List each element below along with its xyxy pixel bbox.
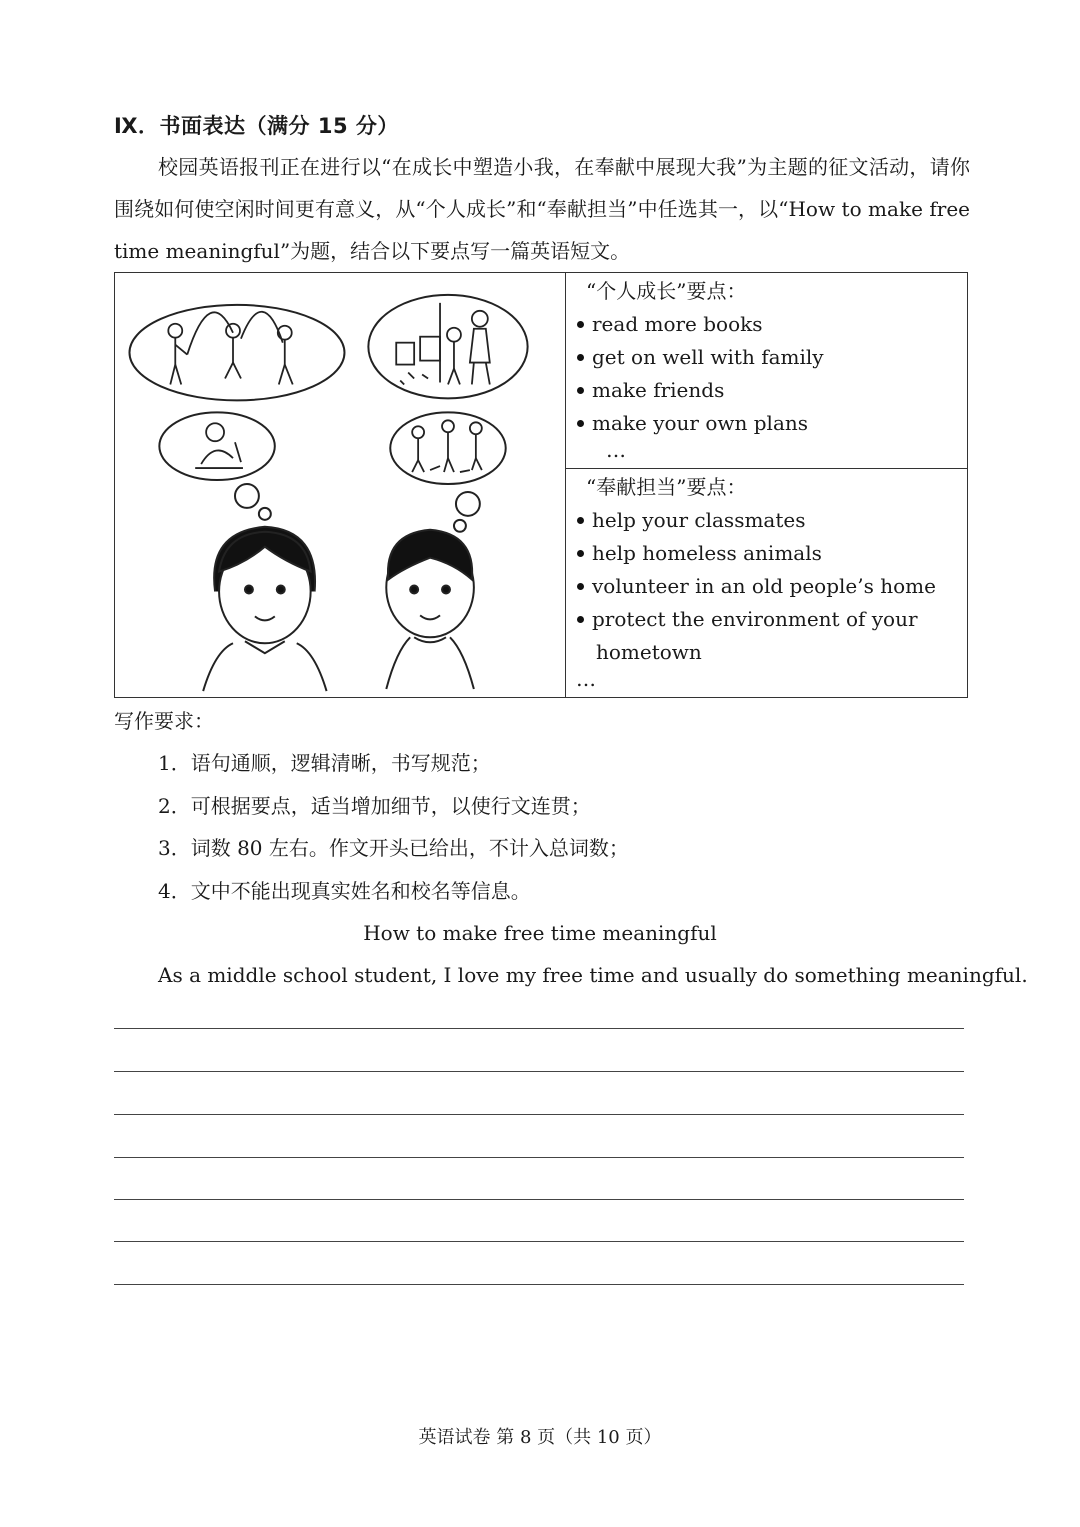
section-title: Ⅸ．书面表达（满分 15 分） bbox=[114, 114, 399, 138]
list-item: protect the environment of your bbox=[576, 603, 967, 636]
writing-line[interactable] bbox=[114, 1157, 964, 1158]
task-instructions: 校园英语报刊正在进行以“在成长中塑造小我，在奉献中展现大我”为主题的征文活动，请你围绕如何使空闲时间更有意义，从“个人成长”和“奉献担当”中任选其一，以“How to make free time meaningful”为题，结合以下要点写一篇英语短文。 bbox=[114, 155, 970, 263]
list-item: get on well with family bbox=[576, 341, 967, 374]
task-table bbox=[114, 272, 968, 698]
ellipsis-text: … bbox=[606, 438, 626, 462]
thought-bubble-reading bbox=[159, 412, 274, 480]
bubble-dot bbox=[456, 492, 480, 516]
contribution-heading: “奉献担当”要点： bbox=[586, 475, 747, 499]
requirement-item: 1．语句通顺，逻辑清晰，书写规范； bbox=[158, 751, 491, 775]
personal-growth-heading: “个人成长”要点： bbox=[586, 279, 747, 303]
writing-line[interactable] bbox=[114, 1241, 964, 1242]
illustration bbox=[115, 273, 565, 697]
list-item: help your classmates bbox=[576, 504, 967, 537]
writing-line[interactable] bbox=[114, 1199, 964, 1200]
bubble-dot bbox=[454, 520, 466, 532]
ellipsis-text: … bbox=[576, 667, 596, 691]
reading-girl-icon bbox=[195, 423, 243, 468]
writing-line[interactable] bbox=[114, 1284, 964, 1285]
writing-line[interactable] bbox=[114, 1028, 964, 1029]
requirement-item: 3．词数 80 左右。作文开头已给出，不计入总词数； bbox=[158, 836, 629, 860]
requirement-item: 4．文中不能出现真实姓名和校名等信息。 bbox=[158, 878, 531, 903]
writing-line[interactable] bbox=[114, 1071, 964, 1072]
list-item-continuation: hometown bbox=[596, 640, 702, 664]
bubble-dot bbox=[235, 484, 259, 508]
contribution-points bbox=[566, 469, 967, 697]
essay-opening: As a middle school student, I love my free time and usually do something meaningful. bbox=[158, 963, 1028, 987]
list-item: make your own plans bbox=[576, 407, 967, 440]
thought-bubble-jump-rope bbox=[129, 305, 344, 401]
contribution-list bbox=[576, 504, 967, 636]
requirement-item: 2．可根据要点，适当增加细节，以使行文连贯； bbox=[158, 793, 591, 818]
requirements-title: 写作要求： bbox=[114, 709, 214, 733]
jump-rope-kids-icon bbox=[168, 312, 292, 385]
page-footer: 英语试卷 第 8 页（共 10 页） bbox=[418, 1427, 662, 1448]
requirements-list bbox=[158, 742, 629, 912]
list-item: make friends bbox=[576, 374, 967, 407]
visit-old-people-icon bbox=[396, 303, 490, 385]
cleaning-kids-icon bbox=[412, 420, 482, 472]
personal-growth-list bbox=[576, 308, 967, 440]
writing-line[interactable] bbox=[114, 1114, 964, 1115]
illustration-cell bbox=[115, 273, 566, 697]
list-item: volunteer in an old people’s home bbox=[576, 570, 967, 603]
list-item: read more books bbox=[576, 308, 967, 341]
personal-growth-points bbox=[566, 273, 967, 469]
girl-avatar-icon bbox=[203, 527, 326, 691]
boy-avatar-icon bbox=[386, 530, 474, 689]
list-item: help homeless animals bbox=[576, 537, 967, 570]
essay-title: How to make free time meaningful bbox=[363, 921, 717, 945]
bubble-dot bbox=[259, 508, 271, 520]
